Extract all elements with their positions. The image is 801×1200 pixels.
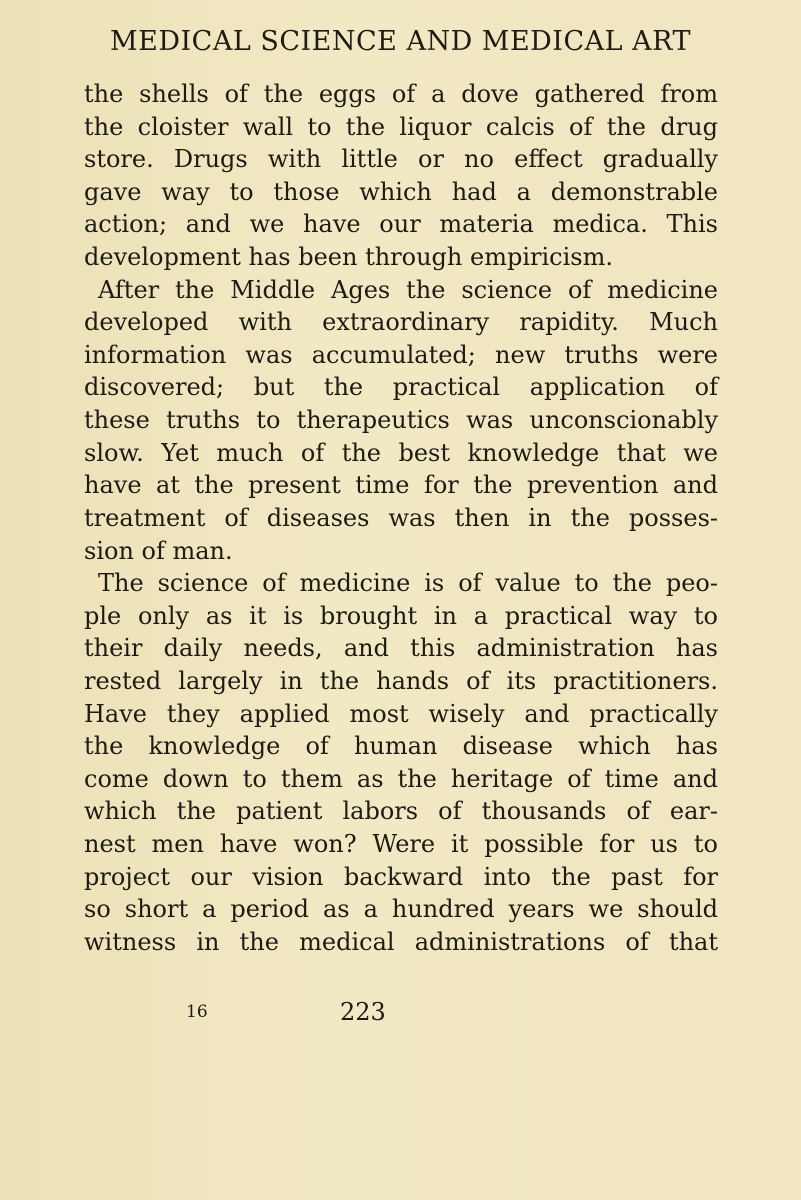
page-footer (0, 998, 801, 1036)
page-number: 223 (340, 998, 386, 1026)
running-head: MEDICAL SCIENCE AND MEDICAL ART (110, 26, 691, 57)
text-line: Have they applied most wisely and practically (84, 699, 718, 728)
text-line: witness in the medical administrations of that (84, 927, 718, 956)
text-line: have at the present time for the prevention and (84, 471, 718, 500)
text-line: project our vision backward into the past for (84, 862, 718, 891)
text-line: come down to them as the heritage of time and (84, 764, 718, 793)
text-line: development has been through empiricism. (84, 243, 613, 272)
text-line: which the patient labors of thousands of ear- (84, 797, 718, 826)
text-line: the shells of the eggs of a dove gathered from (84, 80, 718, 108)
text-line: treatment of diseases was then in the posses- (84, 503, 718, 532)
text-line: developed with extraordinary rapidity. Much (84, 308, 718, 337)
text-line: discovered; but the practical application of (84, 373, 718, 402)
text-line: ple only as it is brought in a practical way to (84, 601, 718, 630)
text-line: action; and we have our materia medica. This (84, 210, 718, 239)
text-line: their daily needs, and this administration has (84, 634, 718, 663)
text-line: the knowledge of human disease which has (84, 732, 718, 761)
text-line: slow. Yet much of the best knowledge that we (84, 438, 718, 467)
body-text (84, 78, 718, 958)
text-line: information was accumulated; new truths were (84, 340, 718, 369)
text-line: gave way to those which had a demonstrable (84, 177, 718, 206)
text-line: so short a period as a hundred years we should (84, 895, 718, 924)
signature-mark: 16 (186, 1002, 208, 1022)
text-line: After the Middle Ages the science of medicine (98, 275, 718, 304)
text-line: sion of man. (84, 536, 233, 565)
text-line: rested largely in the hands of its practitioners. (84, 666, 718, 695)
text-line: nest men have won? Were it possible for us to (84, 830, 718, 859)
text-line: these truths to therapeutics was unconscionably (84, 406, 718, 435)
text-line: the cloister wall to the liquor calcis of the drug (84, 112, 718, 141)
text-line: The science of medicine is of value to the peo- (98, 569, 718, 598)
text-line: store. Drugs with little or no effect gradually (84, 145, 718, 174)
